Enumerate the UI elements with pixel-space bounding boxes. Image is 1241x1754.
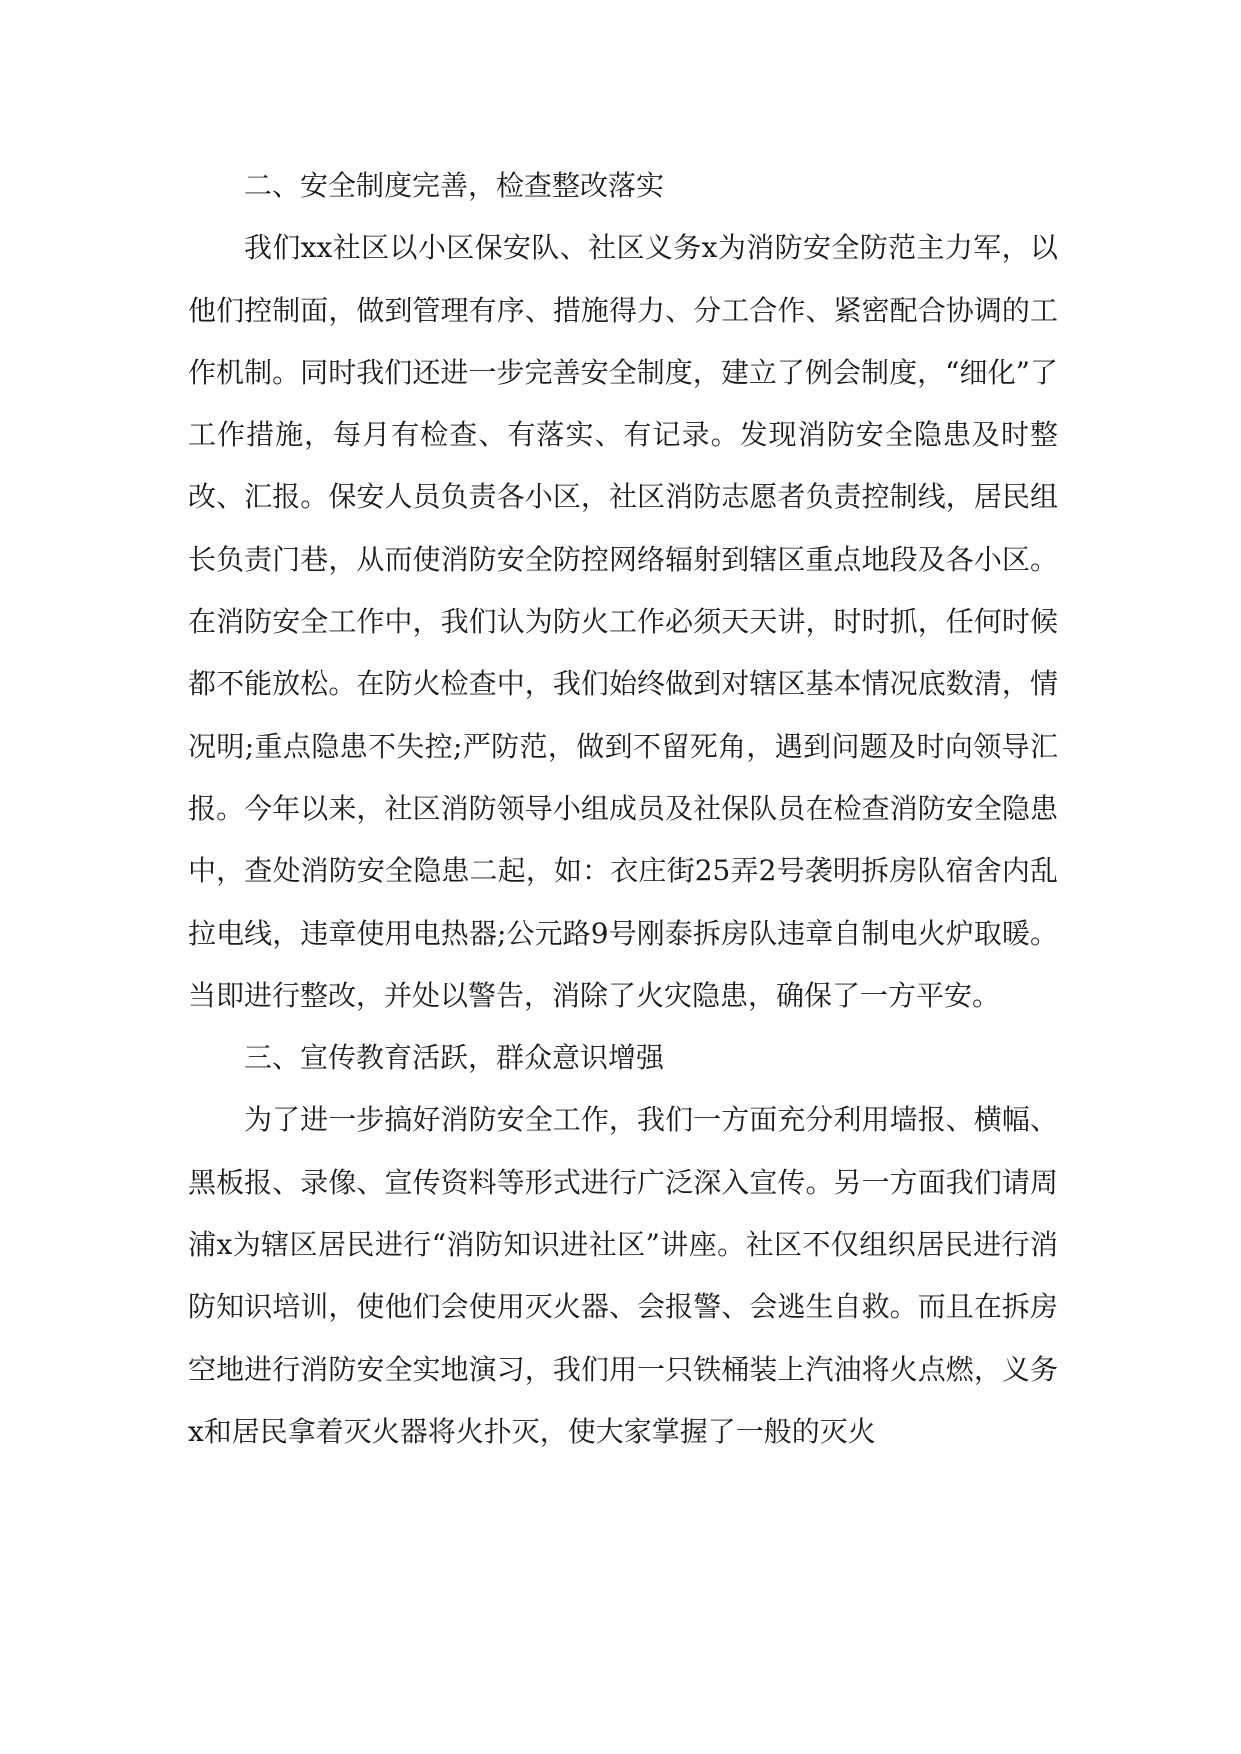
document-body	[188, 155, 1058, 1463]
section-heading: 二、安全制度完善，检查整改落实	[244, 169, 665, 202]
body-paragraph: 我们xx社区以小区保安队、社区义务x为消防安全防范主力军，以他们控制面，做到管理有序、措施得力、分工合作、紧密配合协调的工作机制。同时我们还进一步完善安全制度，建立了例会制度，“细化”了工作措施，每月有检查、有落实、有记录。发现消防安全隐患及时整改、汇报。保安人员负责各小区，社区消防志愿者负责控制线，居民组长负责门巷，从而使消防安全防控网络辐射到辖区重点地段及各小区。在消防安全工作中，我们认为防火工作必须天天讲，时时抓，任何时候都不能放松。在防火检查中，我们始终做到对辖区基本情况底数清，情况明;重点隐患不失控;严防范，做到不留死角，遇到问题及时向领导汇报。今年以来，社区消防领导小组成员及社保队员在检查消防安全隐患中，查处消防安全隐患二起，如：衣庄街25弄2号袭明拆房队宿舍内乱拉电线，违章使用电热器;公元路9号刚泰拆房队违章自制电火炉取暖。当即进行整改，并处以警告，消除了火灾隐患，确保了一方平安。	[188, 231, 1058, 1012]
body-paragraph: 为了进一步搞好消防安全工作，我们一方面充分利用墙报、横幅、黑板报、录像、宣传资料等形式进行广泛深入宣传。另一方面我们请周浦x为辖区居民进行“消防知识进社区”讲座。社区不仅组织居民进行消防知识培训，使他们会使用灭火器、会报警、会逃生自救。而且在拆房空地进行消防安全实地演习，我们用一只铁桶装上汽油将火点燃，义务x和居民拿着灭火器将火扑灭，使大家掌握了一般的灭火	[188, 1103, 1058, 1448]
section-heading: 三、宣传教育活跃，群众意识增强	[244, 1041, 665, 1075]
